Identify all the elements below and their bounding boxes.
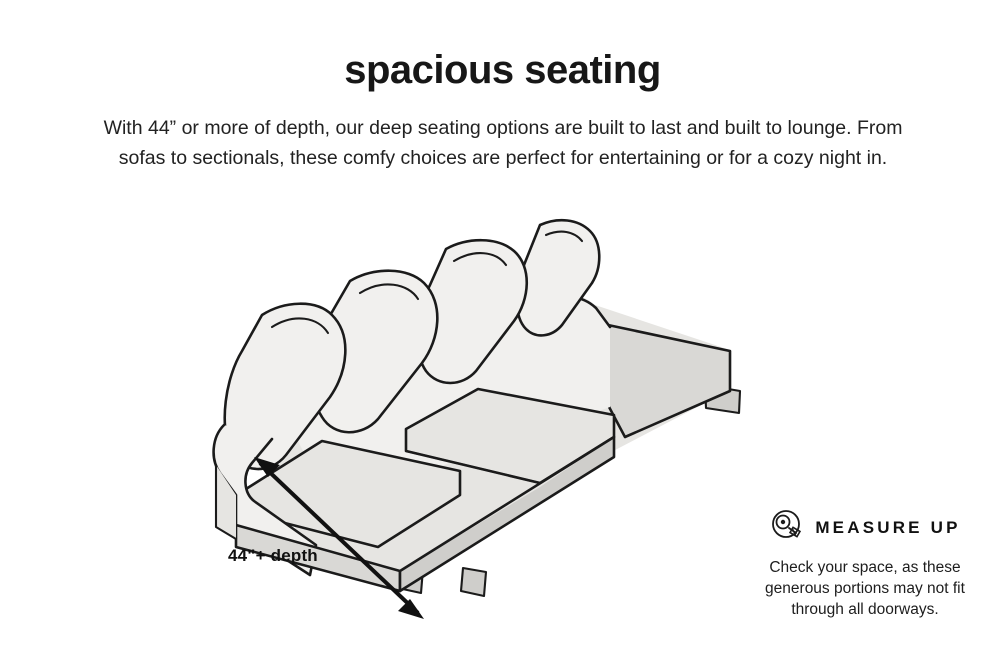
page-title: spacious seating [344, 48, 661, 92]
measure-up-title: MEASURE UP [815, 517, 961, 537]
tape-measure-icon [769, 508, 803, 547]
sofa-illustration [210, 175, 810, 645]
measure-up-body: Check your space, as these generous portions may not fit through all doorways. [765, 559, 965, 618]
sofa-line-drawing-svg [210, 175, 810, 645]
measure-up-block [740, 508, 990, 620]
measure-up-heading [740, 508, 990, 547]
page-subtitle: With 44” or more of depth, our deep seating options are built to last and built to lounge. From sofas to sectionals, these comfy choices are perfect for entertaining or for a cozy night in. [103, 117, 903, 169]
depth-dimension-label: 44"+ depth [228, 546, 318, 565]
